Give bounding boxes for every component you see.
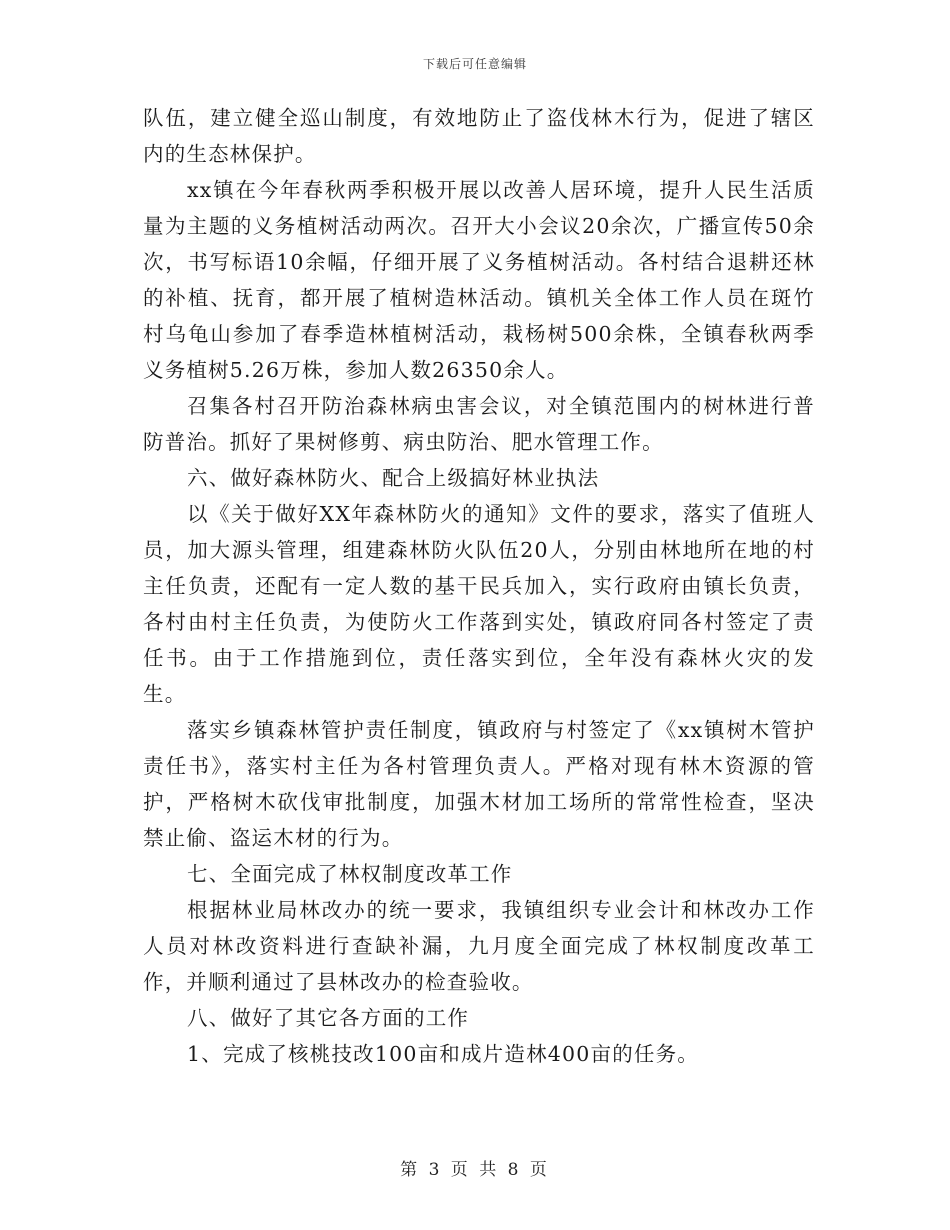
paragraph: 落实乡镇森林管护责任制度，镇政府与村签定了《xx镇树木管护责任书》，落实村主任为各村管理负责人。严格对现有林木资源的管护，严格树木砍伐审批制度，加强木材加工场所的常常性检查，坚决禁止偷、盗运木材的行为。	[143, 718, 815, 850]
page-header-note: 下载后可任意编辑	[422, 57, 527, 71]
paragraph: 召集各村召开防治森林病虫害会议，对全镇范围内的树林进行普防普治。抓好了果树修剪、病虫防治、肥水管理工作。	[143, 394, 815, 454]
section-heading: 六、做好森林防火、配合上级搞好林业执法	[187, 466, 600, 490]
paragraph: 根据林业局林改办的统一要求，我镇组织专业会计和林改办工作人员对林改资料进行查缺补漏，九月度全面完成了林权制度改革工作，并顺利通过了县林改办的检查验收。	[143, 898, 815, 994]
section-heading: 八、做好了其它各方面的工作	[187, 1006, 470, 1030]
paragraph: 队伍，建立健全巡山制度，有效地防止了盗伐林木行为，促进了辖区内的生态林保护。	[143, 106, 815, 166]
section-heading: 七、全面完成了林权制度改革工作	[187, 862, 513, 886]
document-body	[143, 100, 815, 1072]
list-item: 1、完成了核桃技改100亩和成片造林400亩的任务。	[187, 1042, 699, 1066]
paragraph: xx镇在今年春秋两季积极开展以改善人居环境，提升人民生活质量为主题的义务植树活动两次。召开大小会议20余次，广播宣传50余次，书写标语10余幅，仔细开展了义务植树活动。各村结合退耕还林的补植、抚育，都开展了植树造林活动。镇机关全体工作人员在斑竹村乌龟山参加了春季造林植树活动，栽杨树500余株，全镇春秋两季义务植树5.26万株，参加人数26350余人。	[143, 178, 815, 382]
paragraph: 以《关于做好XX年森林防火的通知》文件的要求，落实了值班人员，加大源头管理，组建森林防火队伍20人，分别由林地所在地的村主任负责，还配有一定人数的基干民兵加入，实行政府由镇长负责，各村由村主任负责，为使防火工作落到实处，镇政府同各村签定了责任书。由于工作措施到位，责任落实到位，全年没有森林火灾的发生。	[143, 502, 815, 706]
page-number: 第 3 页 共 8 页	[400, 1160, 550, 1180]
